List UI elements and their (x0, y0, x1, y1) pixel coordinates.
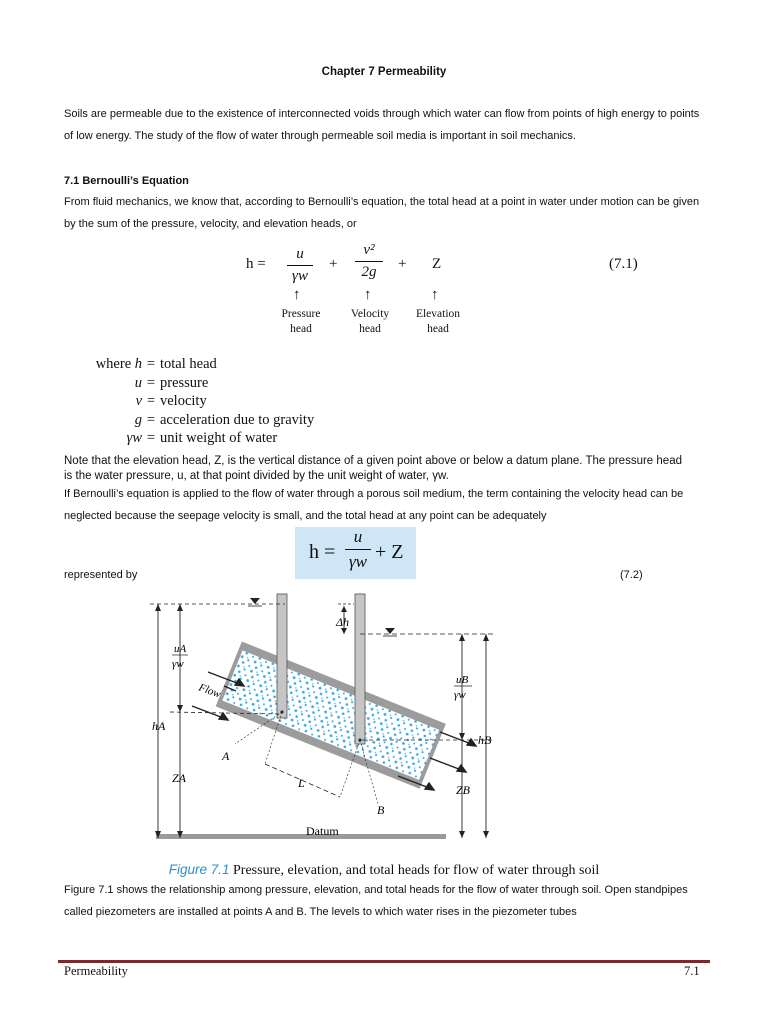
elevation-arrow-icon: ↑ (431, 287, 439, 303)
eq2-rhs: + Z (375, 541, 404, 563)
eq2-lhs: h = (309, 541, 336, 563)
equation-7-2-box (295, 527, 416, 579)
label-ha: hA (152, 719, 166, 733)
label-ua: uA (174, 643, 187, 655)
eq1-velocity-fraction (355, 242, 383, 281)
definition-symbol: h (134, 356, 142, 372)
eq1-plus-2: + (398, 256, 407, 272)
label-b: B (377, 803, 385, 817)
definition-row (64, 429, 314, 448)
section-heading: 7.1 Bernoulli’s Equation (64, 175, 189, 187)
label-velocity-line1: Velocity (350, 308, 390, 320)
label-pressure-line2: head (290, 323, 312, 335)
definition-equals: = (146, 356, 156, 372)
eq1-pressure-den: γw (292, 268, 308, 284)
velocity-arrow-icon: ↑ (364, 287, 372, 303)
section-paragraph: From fluid mechanics, we know that, according to Bernoulli’s equation, the total head at a point in water under motion can be given by the sum of the pressure, velocity, and elevation heads, or (64, 196, 700, 230)
definition-equals: = (146, 411, 156, 428)
label-l: L (298, 776, 305, 790)
eq1-velocity-num: v² (363, 242, 375, 258)
where-word: where (95, 356, 132, 372)
label-elevation-line2: head (427, 323, 449, 335)
equation-7-1 (0, 240, 768, 340)
label-delta-h: Δh (336, 615, 350, 629)
note-paragraph: Note that the elevation head, Z, is the vertical distance of a given point above or below a datum plane. The pressure head is the water pressure, u, at that point divided by the unit weight of water, γw. (64, 455, 682, 482)
eq1-elevation-term: Z (432, 256, 442, 272)
label-pressure-head (270, 307, 332, 337)
label-elevation-head (406, 307, 470, 337)
label-hb: hB (478, 733, 492, 747)
footer-rule (58, 960, 710, 963)
eq2-den: γw (348, 552, 368, 571)
definition-symbol: u (134, 374, 142, 391)
eq2-num: u (353, 527, 363, 546)
label-ub: uB (456, 674, 469, 686)
piezometer-tube-a (277, 594, 287, 718)
figure-caption (0, 862, 768, 879)
pressure-arrow-icon: ↑ (293, 287, 301, 303)
label-pressure-line1: Pressure (281, 308, 321, 320)
point-b (359, 739, 362, 742)
label-datum: Datum (306, 824, 339, 838)
water-table-b-icon (385, 628, 395, 634)
definition-meaning: unit weight of water (160, 430, 278, 446)
definition-meaning: pressure (160, 374, 209, 391)
definition-meaning: velocity (160, 393, 207, 409)
water-table-a-icon (250, 598, 260, 604)
chapter-title: Chapter 7 Permeability (321, 66, 447, 78)
label-za: ZA (172, 771, 187, 785)
represented-by-text: represented by (64, 569, 138, 581)
datum-line (156, 834, 446, 839)
eq1-plus-1: + (329, 256, 338, 272)
label-velocity-line2: head (359, 323, 381, 335)
label-elevation-line1: Elevation (415, 308, 461, 320)
label-zb: ZB (456, 783, 471, 797)
eq1-pressure-num: u (296, 246, 304, 262)
closing-paragraph: Figure 7.1 shows the relationship among pressure, elevation, and total heads for the flow of water through soil. Open standpipes called piezometers are installed at points A and B. The levels to which water rises in the piezometer tubes (64, 884, 688, 918)
definition-row (64, 411, 314, 430)
footer-page-number: 7.1 (684, 964, 700, 978)
caption-text: Pressure, elevation, and total heads for flow of water through soil (233, 863, 600, 878)
definition-row (64, 355, 314, 374)
label-gamma-w-a: γw (172, 658, 184, 670)
eq1-lhs: h = (246, 256, 266, 272)
definition-row (64, 374, 314, 393)
variable-definitions (64, 355, 314, 448)
definition-row (64, 392, 314, 411)
definition-meaning: total head (160, 356, 217, 372)
point-a (281, 711, 284, 714)
definition-symbol: v (135, 393, 142, 409)
eq1-velocity-den: 2g (361, 264, 377, 280)
label-velocity-head (339, 307, 401, 337)
soil-box (216, 641, 446, 788)
label-flow: Flow (196, 681, 223, 701)
label-a: A (222, 749, 230, 763)
eq1-pressure-fraction (287, 246, 313, 285)
eq2-fraction (345, 527, 371, 572)
footer-title: Permeability (64, 964, 128, 978)
caption-number: Figure 7.1 (168, 862, 230, 877)
figure-7-1 (140, 592, 640, 852)
intro-paragraph: Soils are permeable due to the existence of interconnected voids through which water can flow from points of high energy to points of low energy. The study of the flow of water through permeable soil media is important in soil mechanics. (64, 108, 700, 142)
bernoulli-soil-paragraph: If Bernoulli’s equation is applied to the flow of water through a porous soil medium, the term containing the velocity head can be neglected because the seepage velocity is small, and the total head at any point can be adequately (64, 488, 684, 522)
eq2-number: (7.2) (620, 569, 643, 581)
label-gamma-w-b: γw (454, 689, 466, 701)
piezometer-tube-b (355, 594, 365, 744)
definition-equals: = (146, 430, 156, 446)
definition-equals: = (146, 393, 156, 409)
definition-equals: = (146, 374, 156, 391)
definition-symbol: γw (126, 430, 142, 446)
definition-symbol: g (134, 411, 142, 428)
eq1-number: (7.1) (609, 256, 638, 272)
definition-meaning: acceleration due to gravity (160, 411, 315, 428)
